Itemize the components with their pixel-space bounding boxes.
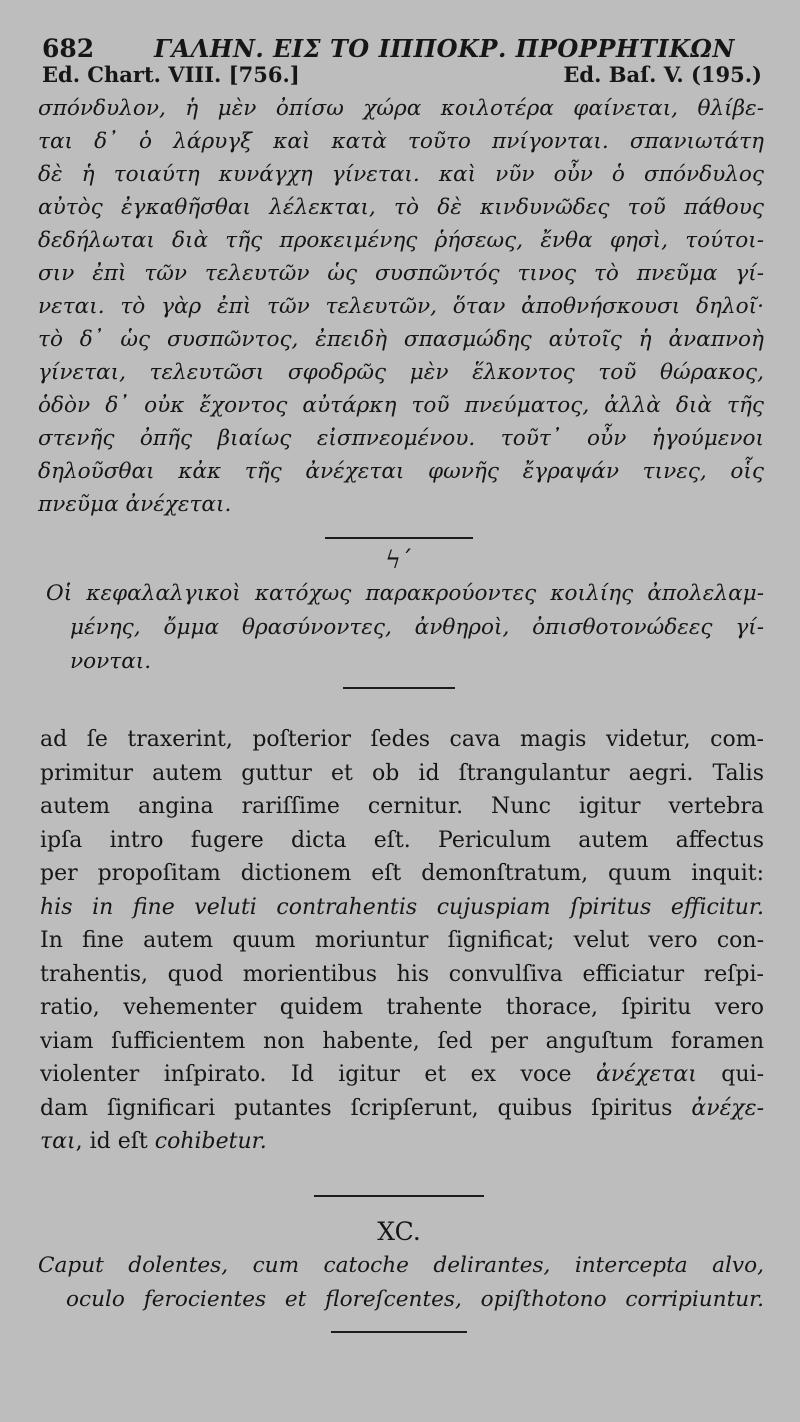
latin-aphorism [38,1249,764,1317]
edition-reference [34,62,764,92]
text-line [40,723,764,757]
aphorism-line: νονται. [70,649,152,674]
roman-text: qui- [696,1062,764,1087]
text-line [40,991,764,1025]
aphorism-line: oculo ferocientes et floreſcentes, opiſthotono corripiuntur. [66,1286,764,1312]
aphorism-line: Οἱ κεφαλαλγικοὶ κατόχως παρακρούοντες κοιλίης ἀπολελαμ- [46,581,764,606]
text-line: ται δ᾽ ὁ λάρυγξ καὶ κατὰ τοῦτο πνίγονται. σπανιωτάτη [38,129,764,154]
page-number: 682 [42,34,95,63]
text-line [40,891,764,925]
text-line: σιν ἐπὶ τῶν τελευτῶν ὡς συσπῶντός τινος τὸ πνεῦμα γί- [38,261,764,286]
roman-text: ipſa intro fugere dicta eſt. Periculum autem affectus [40,827,764,853]
aphorism-line: μένης, ὄμμα θρασύνοντες, ἀνθηροὶ, ὀπισθοτονώδεες γί- [70,615,764,640]
section-divider [343,687,455,689]
roman-text: trahentis, quod morientibus his convulſiva efficiatur reſpi- [40,961,764,987]
roman-text: ratio, vehementer quidem trahente thorace, ſpiritu vero [40,995,764,1020]
text-line: γίνεται, τελευτῶσι σφοδρῶς μὲν ἕλκοντος τοῦ θώρακος, [38,360,764,385]
text-line [40,1058,764,1092]
text-line [40,1125,764,1159]
text-line: δὲ ἡ τοιαύτη κυνάγχη γίνεται. καὶ νῦν οὖν ὁ σπόνδυλος [38,162,764,187]
roman-text: violenter inſpirato. Id igitur et ex voce [40,1062,596,1087]
text-line: αὐτὸς ἐγκαθῆσθαι λέλεκται, τὸ δὲ κινδυνῶδες τοῦ πάθους [38,195,764,220]
text-line: δηλοῦσθαι κἀκ τῆς ἀνέχεται φωνῆς ἔγραψάν τινες, οἷς [38,459,764,484]
roman-text: autem angina rariſſime cernitur. Nunc igitur vertebra [40,794,764,819]
text-line: στενῆς ὀπῆς βιαίως εἰσπνεομένου. τοῦτ᾽ οὖν ἡγούμενοι [38,426,764,451]
text-line: σπόνδυλον, ἡ μὲν ὀπίσω χώρα κοιλοτέρα φαίνεται, θλίβε- [38,96,764,121]
text-line [40,790,764,824]
text-line [40,1025,764,1059]
roman-text: per propoſitam dictionem eſt demonſtratum, quum inquit: [40,861,764,886]
roman-text: In fine autem quum moriuntur ſignificat; velut vero con- [40,928,764,953]
italic-text: ἀνέχεται [596,1062,697,1087]
latin-commentary [40,723,764,1159]
aphorism-line: Caput dolentes, cum catoche delirantes, intercepta alvo, [38,1252,764,1278]
edition-basel: Ed. Baſ. V. (195.) [563,62,762,87]
roman-text: primitur autem guttur et ob id ſtrangulantur aegri. Talis [40,760,764,786]
section-divider [325,537,473,539]
roman-text: ad ſe traxerint, poſterior ſedes cava magis videtur, com- [40,727,764,752]
latin-section-number: XC. [377,1216,421,1246]
italic-text: ται [40,1129,76,1154]
text-line [40,757,764,791]
running-title: ΓΑΛΗΝ. ΕΙΣ ΤΟ ΙΠΠΟΚΡ. ΠΡΟΡΡΗΤΙΚΩΝ [154,34,735,63]
roman-text: dam ſignificari putantes ſcripſerunt, quibus ſpiritus [40,1095,692,1121]
text-line: δεδήλωται διὰ τῆς προκειμένης ῥήσεως, ἔνθα φησὶ, τούτοι- [38,228,764,253]
text-line: πνεῦμα ἀνέχεται. [38,492,232,517]
italic-text: his in fine veluti contrahentis cujuspiam ſpiritus efficitur. [40,894,764,920]
roman-text: viam ſufficientem non habente, ſed per anguſtum foramen [40,1028,764,1054]
text-line [40,924,764,958]
section-divider [314,1195,484,1197]
roman-text: , id eſt [75,1129,155,1154]
text-line [40,1092,764,1126]
italic-text: cohibetur. [154,1129,267,1154]
section-divider [331,1331,467,1333]
greek-aphorism [46,577,764,679]
page-header [34,26,764,62]
text-line [40,824,764,858]
edition-chartier: Ed. Chart. VIII. [756.] [42,62,300,87]
text-line [40,958,764,992]
text-line: ὁδὸν δ᾽ οὐκ ἔχοντος αὐτάρκη τοῦ πνεύματος, ἀλλὰ διὰ τῆς [38,393,764,418]
greek-commentary [38,92,764,521]
text-line [40,857,764,891]
text-line: νεται. τὸ γὰρ ἐπὶ τῶν τελευτῶν, ὅταν ἀποθνήσκουσι δηλοῖ· [38,294,764,319]
italic-text: ἀνέχε- [691,1095,764,1121]
greek-section-number: ϟ΄ [385,546,413,574]
text-line: τὸ δ᾽ ὡς συσπῶντος, ἐπειδὴ σπασμώδης αὐτοῖς ἡ ἀναπνοὴ [38,327,764,352]
